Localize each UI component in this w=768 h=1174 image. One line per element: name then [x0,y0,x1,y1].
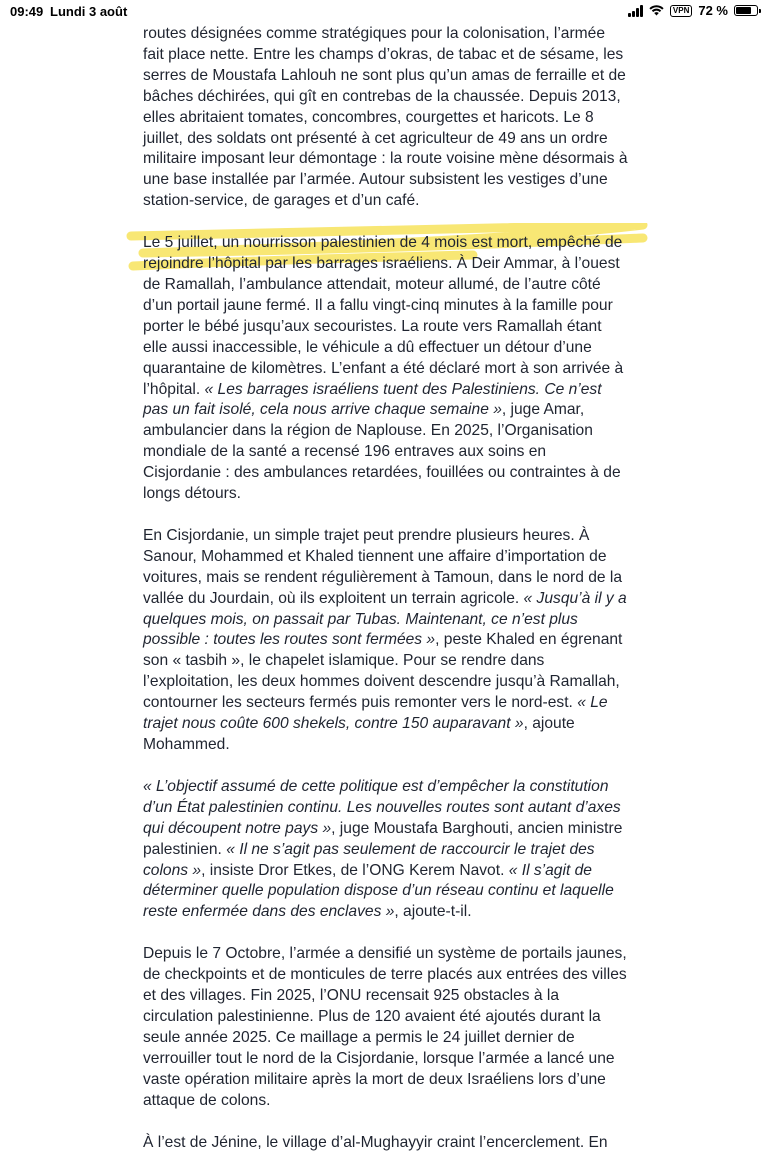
body-text: En Cisjordanie, un simple trajet peut prendre plusieurs heures. À Sanour, Mohammed et Khaled tiennent une affaire d’importation de voitures, mais se rendent régulièrement à Tamoun, dans le nord de la vallée du Jourdain, où ils exploitent un terrain agricole. [143,526,623,607]
quote-text: « Les barrages israéliens tuent des Palestiniens. Ce n’est pas un fait isolé, cela nous arrive chaque semaine » [143,380,602,419]
cellular-signal-icon [628,5,643,17]
article-paragraph [143,777,628,923]
body-text: , insiste Dror Etkes, de l’ONG Kerem Navot. [201,861,509,879]
body-text: Depuis le 7 Octobre, l’armée a densifié un système de portails jaunes, de checkpoints et de monticules de terre placés aux entrées des villes et des villages. Fin 2025, l’ONU recensait 925 obstacles à la circulation palestinienne. Plus de 120 avaient été ajoutés durant la seule année 2025. Ce maillage a permis le 24 juillet dernier de verrouiller tout le nord de la Cisjordanie, lorsque l’armée a lancé une vaste opération militaire après la mort de deux Israéliens lors d’une attaque de colons. [143,945,627,1109]
body-text: , juge Moustafa Barghouti, ancien ministre palestinien. [143,819,623,858]
article-paragraph [143,1133,628,1154]
body-text: À l’est de Jénine, le village d’al-Mughayyir craint l’encerclement. En [143,1133,608,1151]
vpn-badge: VPN [670,5,692,17]
body-text: , ajoute-t-il. [394,903,472,921]
battery-percent: 72 % [698,3,728,18]
body-text: , peste Khaled en égrenant son « tasbih », le chapelet islamique. Pour se rendre dans l’exploitation, les deux hommes doivent descendre jusqu’à Ramallah, contourner les secteurs fermés puis remonter vers le nord-est. [143,631,623,712]
status-bar [0,0,768,24]
paragraph-text [143,25,628,209]
status-date: Lundi 3 août [50,4,128,19]
quote-text: « Le trajet nous coûte 600 shekels, contre 150 auparavant » [143,694,608,733]
paragraph-text [143,234,623,502]
status-time: 09:49 [10,4,44,19]
paragraph-text [143,945,627,1108]
body-text: , ajoute Mohammed. [143,715,575,753]
status-indicators [628,3,758,18]
quote-text: « Il ne s’agit pas seulement de raccourcir le trajet des colons » [143,840,595,879]
quote-text: « L’objectif assumé de cette politique est d’empêcher la constitution d’un État palestinien continu. Les nouvelles routes sont autant d’axes qui découpent notre pays » [143,777,621,837]
quote-text: « Jusqu’à il y a quelques mois, on passait par Tubas. Maintenant, ce n’est plus possible : toutes les routes sont fermées » [143,589,627,649]
paragraph-text [143,778,622,920]
article-paragraph [143,526,628,756]
article-paragraph [143,24,628,212]
quote-text: « Il s’agit de déterminer quelle population dispose d’un réseau continu et laquelle reste enfermée dans des enclaves » [143,861,614,921]
wifi-icon [649,5,664,16]
paragraph-text [143,527,627,753]
body-text: Le 5 juillet, un nourrisson palestinien de 4 mois est mort, empêché de rejoindre l’hôpital par les barrages israéliens. À Deir Ammar, à l’ouest de Ramallah, l’ambulance attendait, moteur allumé, de l’autre côté d’un portail jaune fermé. Il a fallu vingt-cinq minutes à la famille pour porter le bébé jusqu’aux secouristes. La route vers Ramallah étant elle aussi inaccessible, le véhicule a dû effectuer un détour d’une quarantaine de kilomètres. L’enfant a été déclaré mort à son arrivée à l’hôpital. [143,234,624,398]
highlighted-paragraph [143,233,628,505]
article-body [143,24,628,1174]
body-text: routes désignées comme stratégiques pour la colonisation, l’armée fait place nette. Entre les champs d’okras, de tabac et de sésame, les serres de Moustafa Lahlouh ne sont plus qu’un amas de ferraille et de bâches déchirées, qui gît en contrebas de la chaussée. Depuis 2013, elles abritaient tomates, concombres, courgettes et haricots. Le 8 juillet, des soldats ont présenté à cet agriculteur de 49 ans un ordre militaire imposant leur démontage : la route voisine mène désormais à une base installée par l’armée. Autour subsistent les vestiges d’une station-service, de garages et d’un café. [143,25,628,210]
battery-icon [734,5,758,16]
body-text: , juge Amar, ambulancier dans la région de Naplouse. En 2025, l’Organisation mondiale de la santé a recensé 196 entraves aux soins en Cisjordanie : des ambulances retardées, fouillées ou contraintes à de longs détours. [143,401,621,503]
article-paragraph [143,944,628,1111]
paragraph-text [143,1134,608,1151]
